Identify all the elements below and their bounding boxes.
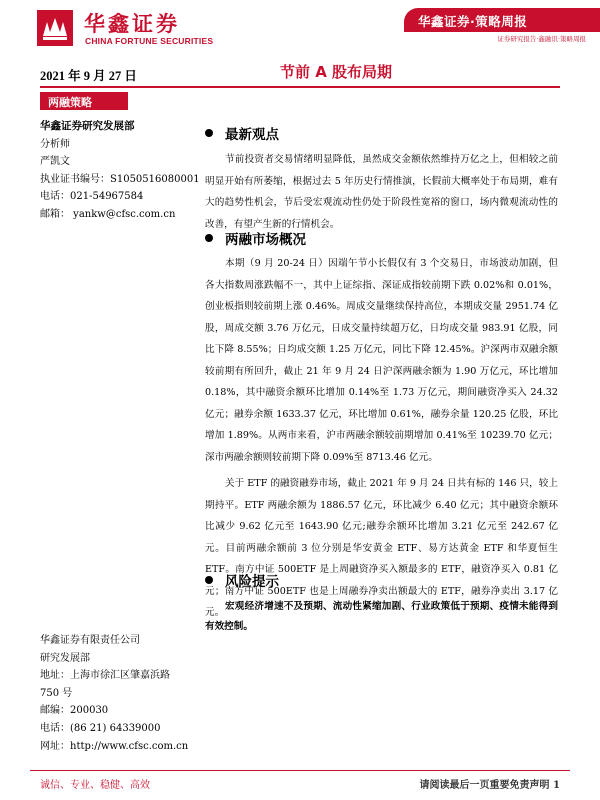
- company-phone: 电话：(86 21) 64339000: [40, 722, 161, 734]
- bullet-icon: [205, 234, 213, 242]
- footer-divider: [30, 770, 570, 771]
- analyst-role: 分析师: [40, 138, 70, 150]
- report-date: 2021 年 9 月 27 日: [40, 69, 137, 83]
- analyst-name: 严凯文: [40, 156, 70, 168]
- report-series-banner: 华鑫证券·策略周报: [404, 8, 600, 32]
- market-paragraph-1: 本期（9 月 20-24 日）因端午节小长假仅有 3 个交易日，市场波动加剧，但各大指数周涨跌幅不一，其中上证综指、深证成指较前期下跌 0.02%和 0.01%，创业板指则较前期上涨 0.46%。周成交量继续保持高位，本期成交量 2951.74 亿股，周成交额 3.76 万亿元，日成交量持续超万亿，日均成交量 983.91 亿股，同比下降 8.55%；日均成交额 1.25 万亿元，同比下降 12.45%。沪深两市双融余额较前期有所回升，截止 21 年 9 月 24 日沪深两融余额为 1.90 万亿元，环比增加 0.18%，其中融资余额环比增加 0.14%至 1.73 万亿元，期间融资净买入 24.32 亿元；融券余额 1633.37 亿元，环比增加 0.61%，融券余量 120.25 亿股，环比增加 1.89%。从两市来看，沪市两融余额较前期增加 0.41%至 10239.70 亿元；深市两融余额则较前期下降 0.09%至 8713.46 亿元。: [205, 258, 558, 463]
- company-address-cont: 750 号: [40, 687, 73, 699]
- analyst-info: [40, 118, 200, 224]
- section-market-body: [205, 253, 558, 624]
- company-website[interactable]: 网址：http://www.cfsc.com.cn: [40, 740, 189, 752]
- company-name: 华鑫证券有限责任公司: [40, 635, 140, 646]
- company-logo-icon: [37, 10, 73, 46]
- bullet-icon: [205, 129, 213, 137]
- section-risk-body: 宏观经济增速不及预期、流动性紧缩加剧、行业政策低于预期、疫情未能得到有效控制。: [205, 601, 558, 632]
- section-risk-title: 风险提示: [205, 570, 279, 590]
- report-series-subtitle: 证券研究报告·鑫融讯·策略周报: [497, 35, 586, 43]
- report-header: [0, 0, 600, 58]
- company-name-en: CHINA FORTUNE SECURITIES: [85, 36, 214, 46]
- company-name-cn: 华鑫证券: [84, 12, 180, 36]
- market-paragraph-2: 关于 ETF 的融资融券市场，截止 2021 年 9 月 24 日共有标的 146 只，较上期持平。ETF 两融余额为 1886.57 亿元，环比减少 6.40 亿元；其中融资余额环比减少 9.62 亿元至 1643.90 亿元;融券余额环比增加 3.21 亿元至 242.67 亿元。目前两融余额前 3 位分别是华安黄金 ETF、易方达黄金 ETF 和华夏恒生 ETF。南方中证 500ETF 是上周融资净买入额最多的 ETF，融资净买入 0.81 亿元；南方中证 500ETF 也是上周融券净卖出额最大的 ETF，融券净卖出 3.17 亿元。: [205, 478, 558, 618]
- report-title: 节前 A 股布局期: [280, 63, 393, 81]
- company-info: [40, 632, 200, 755]
- bullet-icon: [205, 576, 213, 584]
- header-divider: [40, 86, 560, 88]
- company-address: 地址：上海市徐汇区肇嘉浜路: [40, 670, 170, 682]
- analyst-email[interactable]: 邮箱： yankw@cfsc.com.cn: [40, 208, 176, 220]
- section-latest-title: 最新观点: [205, 123, 279, 143]
- section-market-title: 两融市场概况: [205, 228, 306, 248]
- footer-slogan: 诚信、专业、稳健、高效: [40, 780, 150, 791]
- company-dept: 研究发展部: [40, 652, 90, 664]
- research-dept: 华鑫证券研究发展部: [40, 120, 135, 132]
- category-tag: 两融策略: [40, 92, 128, 110]
- footer-disclaimer: 请阅读最后一页重要免责声明 1: [419, 780, 560, 791]
- section-latest-body: 节前投资者交易情绪明显降低，虽然成交金额依然维持万亿之上，但相较之前明显开始有所萎缩，根据过去 5 年历史行情推演，长假前大概率处于布局期，难有大的趋势性机会，节后受宏观流动性仍处于阶段性宽裕的窗口，场内微观流动性的改善，有望产生新的行情机会。: [205, 154, 558, 230]
- company-postcode: 邮编：200030: [40, 705, 109, 717]
- analyst-license: 执业证书编号：S1050516080001: [40, 173, 200, 185]
- analyst-phone: 电话：021-54967584: [40, 191, 144, 203]
